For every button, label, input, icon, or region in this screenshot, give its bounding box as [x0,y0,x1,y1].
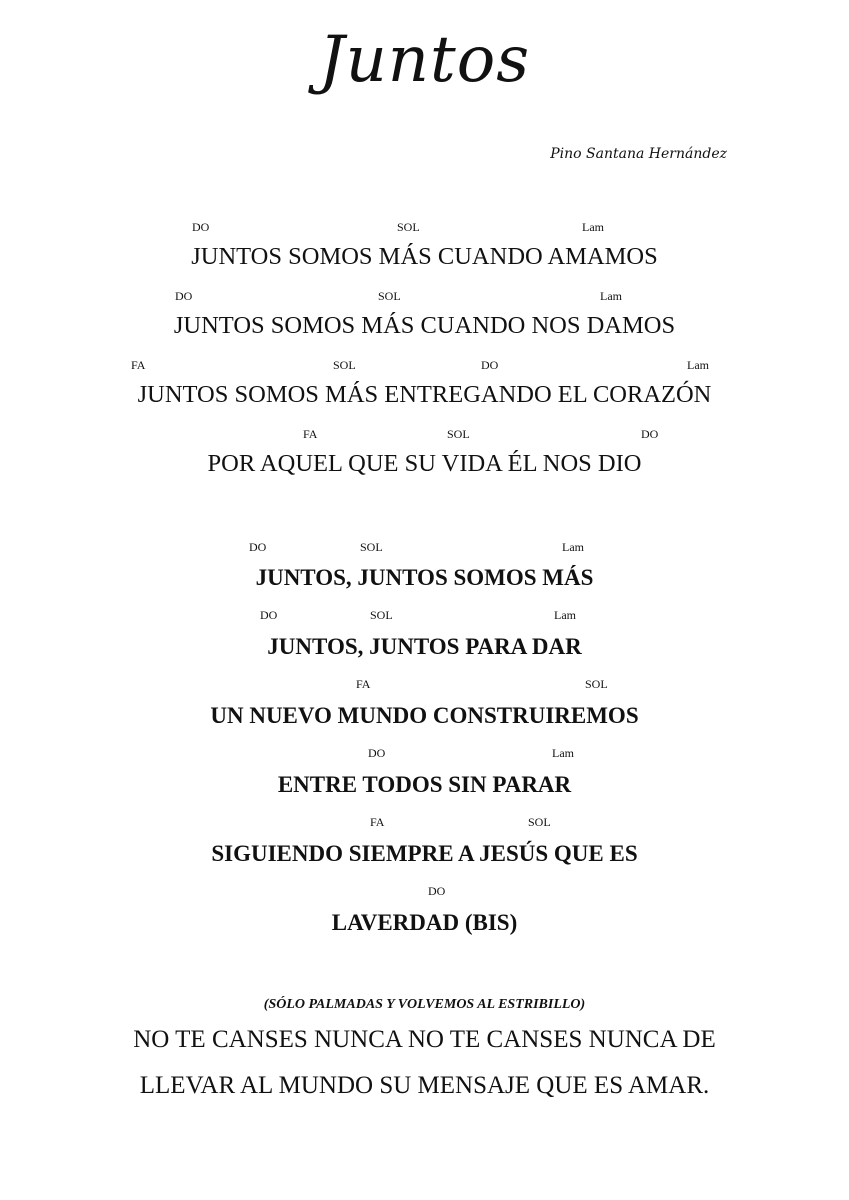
song-author: Pino Santana Hernández [550,146,727,162]
chord: SOL [360,540,383,554]
chorus-line: SIGUIENDO SIEMPRE A JESÚS QUE ES [211,841,638,866]
chord: Lam [600,289,622,303]
chord: Lam [687,358,709,372]
chord: SOL [447,427,470,441]
chord: DO [249,540,267,554]
chord: Lam [552,746,574,760]
performance-note: (SÓLO PALMADAS Y VOLVEMOS AL ESTRIBILLO) [263,997,586,1012]
chord: Lam [582,220,604,234]
verse-line: JUNTOS SOMOS MÁS ENTREGANDO EL CORAZÓN [137,381,712,408]
verse-line: POR AQUEL QUE SU VIDA ÉL NOS DIO [207,450,642,477]
verse-line: JUNTOS SOMOS MÁS CUANDO NOS DAMOS [173,312,676,339]
chord: DO [260,608,278,622]
chord: DO [368,746,386,760]
verse-line: JUNTOS SOMOS MÁS CUANDO AMAMOS [191,243,658,270]
chord: Lam [562,540,584,554]
chorus-line: ENTRE TODOS SIN PARAR [277,772,572,797]
chord: SOL [370,608,393,622]
chorus-line: UN NUEVO MUNDO CONSTRUIREMOS [210,703,639,728]
chord: DO [428,884,446,898]
outro-line: LLEVAR AL MUNDO SU MENSAJE QUE ES AMAR. [139,1072,710,1099]
song-title: Juntos [318,23,531,97]
chord: DO [175,289,193,303]
chord: DO [641,427,659,441]
chord: SOL [378,289,401,303]
chorus-line: LAVERDAD (BIS) [331,910,518,935]
chorus-line: JUNTOS, JUNTOS PARA DAR [267,634,582,659]
outro-line: NO TE CANSES NUNCA NO TE CANSES NUNCA DE [133,1026,716,1053]
chord: FA [356,677,371,691]
chord: FA [303,427,318,441]
chord: FA [370,815,385,829]
chord: Lam [554,608,576,622]
chord: SOL [333,358,356,372]
chord: FA [131,358,146,372]
chord: DO [192,220,210,234]
chord: DO [481,358,499,372]
chord: SOL [528,815,551,829]
chorus-line: JUNTOS, JUNTOS SOMOS MÁS [255,565,594,590]
chord: SOL [397,220,420,234]
chord: SOL [585,677,608,691]
